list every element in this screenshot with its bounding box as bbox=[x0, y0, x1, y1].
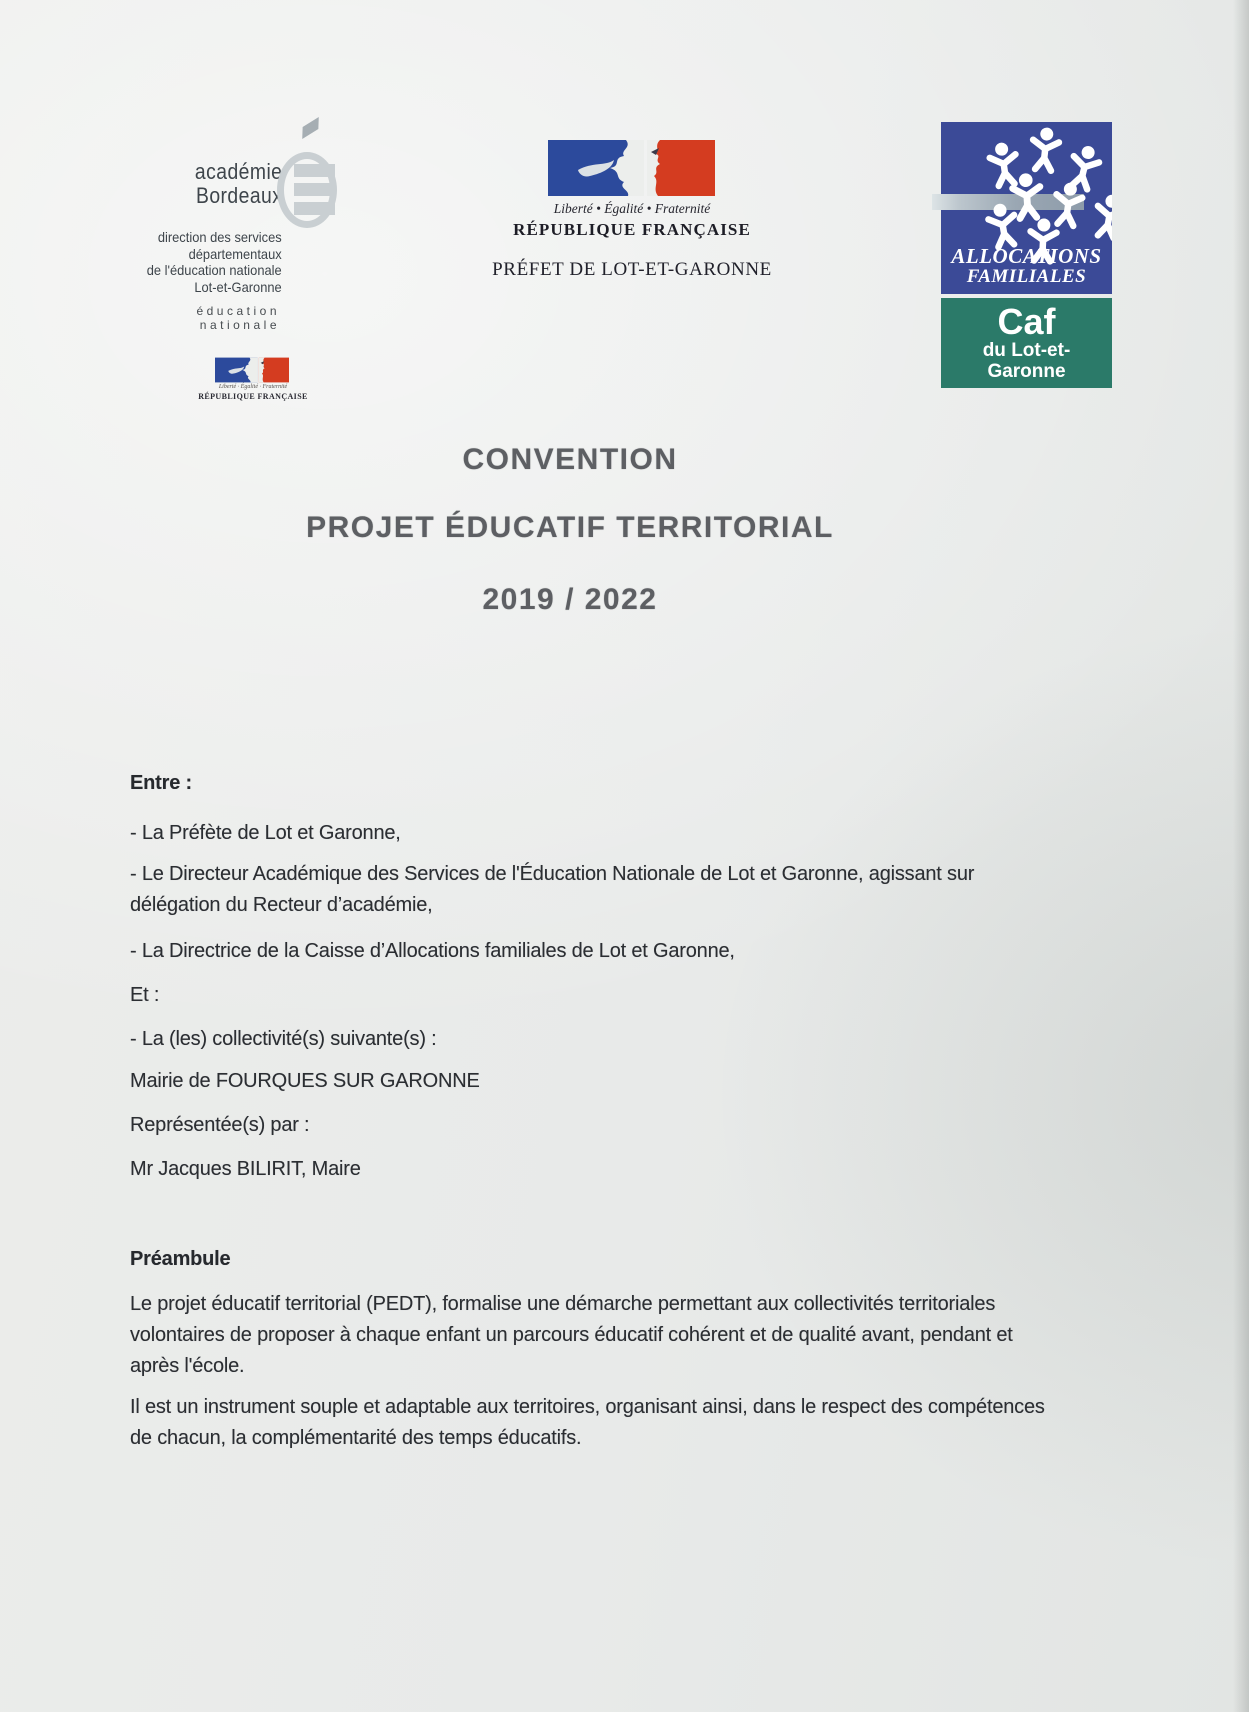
et-label: Et : bbox=[130, 984, 160, 1006]
party-directrice-caf: - La Directrice de la Caisse d’Allocations familiales de Lot et Garonne, bbox=[130, 940, 735, 962]
representative-name: Mr Jacques BILIRIT, Maire bbox=[130, 1158, 361, 1180]
academie-e-acute-emblem-icon bbox=[277, 147, 347, 237]
caf-area-line1: du Lot-et- bbox=[982, 340, 1071, 361]
prefet-title: PRÉFET DE LOT-ET-GARONNE bbox=[492, 259, 772, 280]
academie-bordeaux-logo bbox=[195, 160, 282, 208]
academie-name-line2: Bordeaux bbox=[195, 183, 282, 208]
republique-francaise-label: RÉPUBLIQUE FRANÇAISE bbox=[513, 220, 751, 239]
caf-network-line2: FAMILIALES bbox=[966, 266, 1087, 287]
education-nationale-wordmark: éducation nationale bbox=[196, 304, 280, 332]
doc-title-line1: CONVENTION bbox=[462, 443, 678, 476]
caf-name: Caf bbox=[997, 301, 1056, 342]
doc-title-line2: PROJET ÉDUCATIF TERRITORIAL bbox=[306, 511, 834, 544]
caf-logo-block bbox=[941, 122, 1112, 388]
preambule-heading: Préambule bbox=[130, 1248, 231, 1270]
collectivites-intro: - La (les) collectivité(s) suivante(s) : bbox=[130, 1028, 437, 1050]
allocations-familiales-badge bbox=[941, 122, 1112, 294]
academie-service-lines: direction des services départementaux de l'éducation nationale Lot-et-Garonne bbox=[147, 229, 282, 295]
preambule-paragraph-2: Il est un instrument souple et adaptable aux territoires, organisant ainsi, dans le respect des compétences de chacun, la complémentarité des temps éducatifs. bbox=[130, 1396, 1045, 1449]
party-directeur-academique: - Le Directeur Académique des Services de l'Éducation Nationale de Lot et Garonne, agissant sur délégation du Recteur d’académie, bbox=[130, 863, 975, 916]
academie-name-line1: académie bbox=[194, 159, 282, 184]
preambule-paragraph-1: Le projet éducatif territorial (PEDT), formalise une démarche permettant aux collectivités territoriales volontaires de proposer à chaque enfant un parcours éducatif cohérent et de qualité avant, pendant et après l'école. bbox=[130, 1293, 1013, 1377]
caf-area-line2: Garonne bbox=[987, 361, 1066, 382]
doc-title-line3: 2019 / 2022 bbox=[482, 583, 658, 616]
entre-label: Entre : bbox=[130, 772, 192, 794]
mini-flag-caption: RÉPUBLIQUE FRANÇAISE bbox=[198, 392, 308, 401]
prefet-motto: Liberté • Égalité • Fraternité bbox=[553, 201, 711, 216]
marianne-flag-icon-small bbox=[215, 357, 289, 383]
party-prefete: - La Préfète de Lot et Garonne, bbox=[130, 822, 401, 844]
marianne-flag-icon bbox=[548, 140, 715, 196]
represented-by-label: Représentée(s) par : bbox=[130, 1114, 310, 1136]
mini-flag-motto: Liberté · Égalité · Fraternité bbox=[218, 384, 288, 390]
caf-network-line1: ALLOCATIONS bbox=[951, 244, 1102, 268]
caf-name-badge bbox=[941, 298, 1112, 388]
collectivite-name: Mairie de FOURQUES SUR GARONNE bbox=[130, 1070, 480, 1092]
